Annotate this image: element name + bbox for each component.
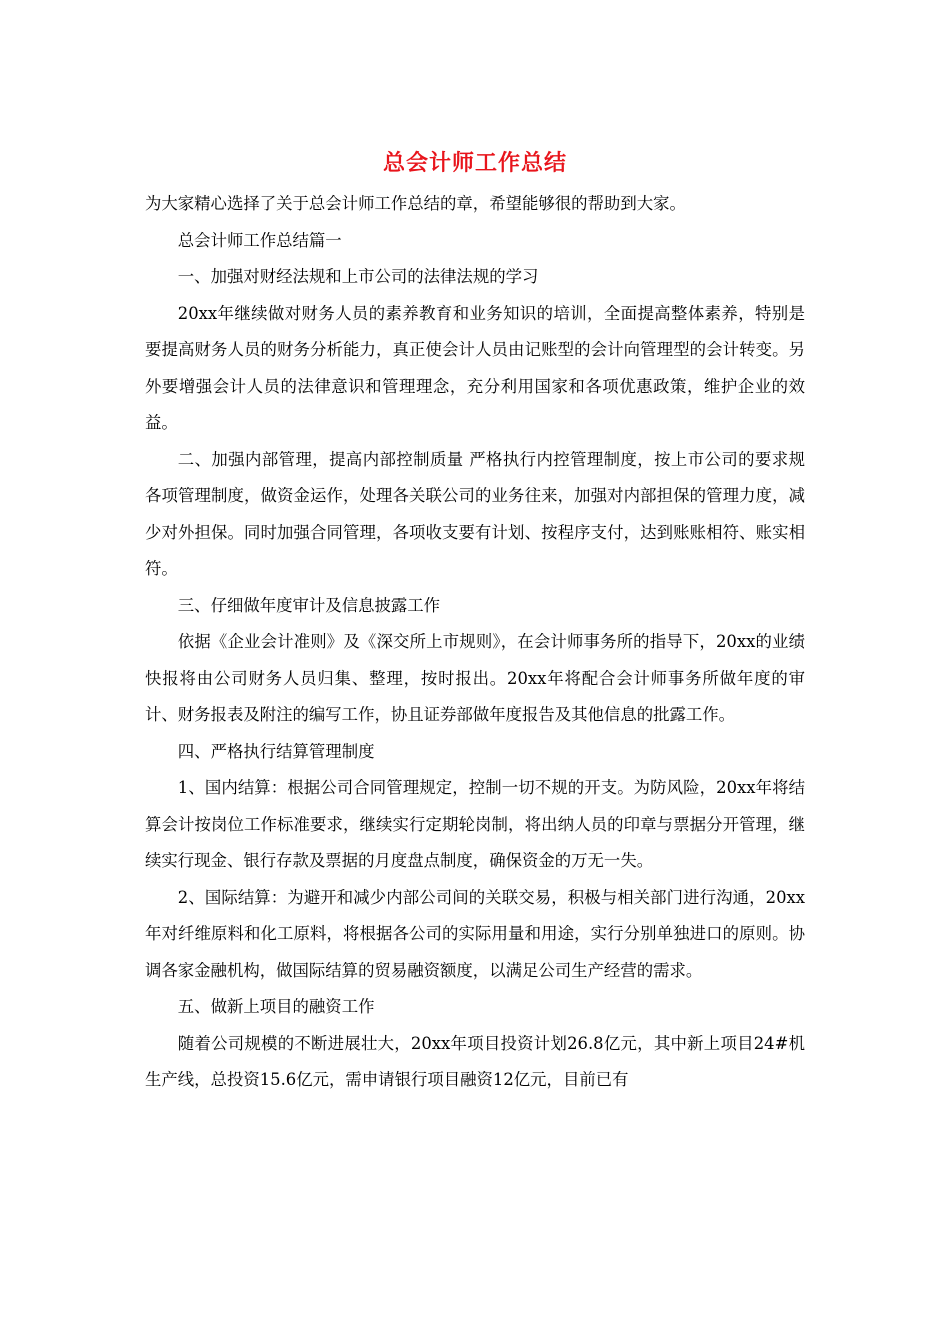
document-page	[145, 148, 805, 1099]
paragraph-international-settlement: 2、国际结算：为避开和减少内部公司间的关联交易，积极与相关部门进行沟通，20xx年对纤维原料和化工原料，将根据各公司的实际用量和用途，实行分别单独进口的原则。协调各家金融机构，做国际结算的贸易融资额度，以满足公司生产经营的需求。	[145, 887, 805, 980]
heading-5-project-financing: 五、做新上项目的融资工作	[177, 997, 375, 1016]
document-title: 总会计师工作总结	[382, 150, 567, 176]
intro-paragraph: 为大家精心选择了关于总会计师工作总结的章，希望能够很的帮助到大家。	[145, 194, 686, 213]
heading-4-settlement: 四、严格执行结算管理制度	[177, 741, 375, 761]
paragraph-internal-management: 二、加强内部管理，提高内部控制质量 严格执行内控管理制度，按上市公司的要求规各项管理制度，做资金运作，处理各关联公司的业务往来，加强对内部担保的管理力度，减少对外担保。同时加强合同管理，各项收支要有计划、按程序支付，达到账账相符、账实相符。	[145, 449, 805, 578]
paragraph-project-financing: 随着公司规模的不断进展壮大，20xx年项目投资计划26.8亿元，其中新上项目24#机生产线，总投资15.6亿元，需申请银行项目融资12亿元，目前已有	[145, 1033, 805, 1089]
paragraph-staff-training: 20xx年继续做对财务人员的素养教育和业务知识的培训，全面提高整体素养，特别是要提高财务人员的财务分析能力，真正使会计人员由记账型的会计向管理型的会计转变。另外要增强会计人员的法律意识和管理理念，充分利用国家和各项优惠政策，维护企业的效益。	[145, 303, 805, 432]
heading-3-audit-disclosure: 三、仔细做年度审计及信息披露工作	[177, 595, 441, 615]
heading-1-regulations-study: 一、加强对财经法规和上市公司的法律法规的学习	[177, 267, 539, 286]
paragraph-audit-disclosure: 依据《企业会计准则》及《深交所上市规则》，在会计师事务所的指导下，20xx的业绩快报将由公司财务人员归集、整理，按时报出。20xx年将配合会计师事务所做年度的审计、财务报表及附注的编写工作，协且证券部做年度报告及其他信息的批露工作。	[145, 632, 805, 724]
section-heading-part-one: 总会计师工作总结篇一	[177, 230, 342, 250]
paragraph-domestic-settlement: 1、国内结算：根据公司合同管理规定，控制一切不规的开支。为防风险，20xx年将结算会计按岗位工作标准要求，继续实行定期轮岗制，将出纳人员的印章与票据分开管理，继续实行现金、银行存款及票据的月度盘点制度，确保资金的万无一失。	[145, 778, 805, 870]
